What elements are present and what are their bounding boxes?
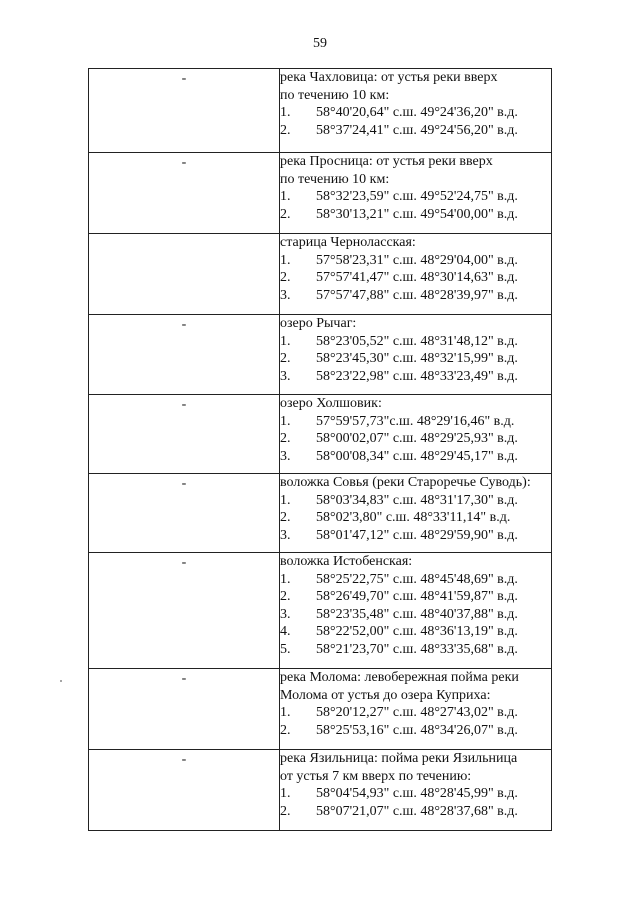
dash-cell: [89, 315, 280, 395]
coordinate-value: 58°01'47,12" с.ш. 48°29'59,90" в.д.: [316, 527, 518, 543]
coordinate-line: [280, 252, 551, 270]
coordinate-value: 58°02'3,80" с.ш. 48°33'11,14" в.д.: [316, 510, 511, 525]
water-body-title: озеро Рычаг:: [280, 316, 357, 331]
coordinate-value: 58°25'53,16" с.ш. 48°34'26,07" в.д.: [316, 722, 518, 738]
coordinate-line: [280, 188, 551, 206]
dash-mark: -: [181, 476, 187, 491]
coordinate-line: [280, 333, 551, 351]
coordinate-line: [280, 641, 551, 659]
point-number: 1.: [280, 492, 291, 508]
water-body-title: озеро Холшовик:: [280, 396, 382, 411]
point-number: 2.: [280, 206, 291, 222]
table-row: [89, 234, 552, 315]
dash-cell: [89, 750, 280, 831]
coordinate-line: [280, 122, 551, 140]
coordinate-value: 58°07'21,07" с.ш. 48°28'37,68" в.д.: [316, 803, 518, 819]
description-cell: [280, 474, 552, 553]
point-number: 1.: [280, 333, 291, 349]
coordinate-line: [280, 350, 551, 368]
dash-mark: -: [181, 397, 187, 412]
coordinate-value: 58°23'45,30" с.ш. 48°32'15,99" в.д.: [316, 351, 518, 366]
water-body-title: река Чахловица: от устья реки вверх: [280, 70, 498, 85]
description-cell: [280, 669, 552, 750]
water-body-title: воложка Истобенская:: [280, 554, 413, 569]
point-number: 1.: [280, 786, 291, 801]
water-body-title: река Язильница: пойма реки Язильница: [280, 751, 518, 766]
coordinate-value: 57°58'23,31" с.ш. 48°29'04,00" в.д.: [316, 252, 518, 268]
point-number: 2.: [280, 270, 291, 285]
coordinate-line: [280, 492, 551, 510]
dash-mark: -: [181, 752, 187, 767]
coordinate-line: [280, 368, 551, 386]
coordinate-line: [280, 588, 551, 606]
coordinate-value: 58°03'34,83" с.ш. 48°31'17,30" в.д.: [316, 492, 518, 508]
coordinate-value: 58°26'49,70" с.ш. 48°41'59,87" в.д.: [316, 589, 518, 604]
table-row: [89, 669, 552, 750]
dash-cell: [89, 69, 280, 153]
coordinate-line: [280, 704, 551, 722]
water-body-title: река Просница: от устья реки вверх: [280, 154, 493, 169]
dash-mark: -: [181, 671, 187, 686]
table-row: [89, 315, 552, 395]
description-cell: [280, 553, 552, 669]
dash-mark: -: [181, 555, 187, 570]
dash-mark: -: [181, 71, 187, 86]
coordinate-value: 58°30'13,21" с.ш. 49°54'00,00" в.д.: [316, 206, 518, 222]
point-number: 2.: [280, 722, 291, 738]
point-number: 2.: [280, 351, 291, 366]
point-number: 1.: [280, 252, 291, 268]
coordinate-line: [280, 413, 551, 431]
coordinate-value: 57°57'41,47" с.ш. 48°30'14,63" в.д.: [316, 270, 518, 285]
point-number: 1.: [280, 105, 291, 120]
point-number: 3.: [280, 368, 291, 384]
scan-speck: [60, 680, 62, 682]
table-row: [89, 69, 552, 153]
table-row: [89, 474, 552, 553]
description-cell: [280, 69, 552, 153]
dash-cell: [89, 395, 280, 474]
coordinate-value: 58°23'35,48" с.ш. 48°40'37,88" в.д.: [316, 606, 518, 622]
point-number: 2.: [280, 803, 291, 819]
dash-cell: [89, 553, 280, 669]
coordinate-value: 58°21'23,70" с.ш. 48°33'35,68" в.д.: [316, 641, 518, 657]
coordinate-line: [280, 803, 551, 821]
dash-mark: -: [181, 155, 187, 170]
point-number: 3.: [280, 448, 291, 464]
water-body-title: по течению 10 км:: [280, 171, 390, 187]
description-cell: [280, 750, 552, 831]
coordinate-line: [280, 785, 551, 803]
coordinate-line: [280, 269, 551, 287]
dash-cell: [89, 234, 280, 315]
coordinate-value: 58°00'02,07" с.ш. 48°29'25,93" в.д.: [316, 431, 518, 446]
coordinates-table: [88, 68, 552, 831]
coordinate-value: 58°37'24,41" с.ш. 49°24'56,20" в.д.: [316, 122, 518, 138]
water-body-title: река Молома: левобережная пойма реки: [280, 670, 519, 685]
point-number: 1.: [280, 413, 291, 429]
water-body-title: от устья 7 км вверх по течению:: [280, 768, 472, 784]
description-cell: [280, 234, 552, 315]
point-number: 3.: [280, 527, 291, 543]
point-number: 5.: [280, 641, 291, 657]
point-number: 1.: [280, 705, 291, 720]
point-number: 4.: [280, 624, 291, 639]
water-body-title: старица Черноласская:: [280, 235, 416, 250]
water-body-title: воложка Совья (реки Старoречье Суводь):: [280, 475, 531, 490]
dash-mark: -: [181, 317, 187, 332]
coordinate-line: [280, 623, 551, 641]
coordinate-value: 57°59'57,73"с.ш. 48°29'16,46" в.д.: [316, 413, 515, 429]
description-cell: [280, 395, 552, 474]
table-row: [89, 553, 552, 669]
coordinate-line: [280, 527, 551, 545]
dash-cell: [89, 153, 280, 234]
water-body-title: Молома от устья до озера Куприха:: [280, 687, 491, 703]
dash-cell: [89, 474, 280, 553]
coordinate-value: 58°23'22,98" с.ш. 48°33'23,49" в.д.: [316, 368, 518, 384]
table-row: [89, 395, 552, 474]
coordinate-line: [280, 571, 551, 589]
point-number: 2.: [280, 510, 291, 525]
point-number: 1.: [280, 189, 291, 204]
dash-cell: [89, 669, 280, 750]
coordinate-value: 58°04'54,93" с.ш. 48°28'45,99" в.д.: [316, 786, 518, 801]
coordinate-value: 57°57'47,88" с.ш. 48°28'39,97" в.д.: [316, 287, 518, 303]
coordinate-line: [280, 206, 551, 224]
point-number: 2.: [280, 589, 291, 604]
coordinate-line: [280, 287, 551, 305]
table-row: [89, 153, 552, 234]
coordinate-line: [280, 430, 551, 448]
point-number: 3.: [280, 287, 291, 303]
point-number: 1.: [280, 571, 291, 587]
coordinate-value: 58°40'20,64" с.ш. 49°24'36,20" в.д.: [316, 105, 518, 120]
coordinate-line: [280, 722, 551, 740]
coordinate-value: 58°00'08,34" с.ш. 48°29'45,17" в.д.: [316, 448, 518, 464]
coordinate-value: 58°20'12,27" с.ш. 48°27'43,02" в.д.: [316, 705, 518, 720]
coordinate-value: 58°25'22,75" с.ш. 48°45'48,69" в.д.: [316, 571, 518, 587]
coordinate-line: [280, 104, 551, 122]
coordinate-line: [280, 606, 551, 624]
coordinate-value: 58°23'05,52" с.ш. 48°31'48,12" в.д.: [316, 333, 518, 349]
point-number: 3.: [280, 606, 291, 622]
coordinate-value: 58°22'52,00" с.ш. 48°36'13,19" в.д.: [316, 624, 518, 639]
point-number: 2.: [280, 122, 291, 138]
table-row: [89, 750, 552, 831]
description-cell: [280, 315, 552, 395]
coordinate-line: [280, 509, 551, 527]
description-cell: [280, 153, 552, 234]
coordinate-line: [280, 448, 551, 466]
coordinate-value: 58°32'23,59" с.ш. 49°52'24,75" в.д.: [316, 189, 518, 204]
page-number: 59: [313, 36, 327, 51]
water-body-title: по течению 10 км:: [280, 87, 390, 103]
point-number: 2.: [280, 431, 291, 446]
